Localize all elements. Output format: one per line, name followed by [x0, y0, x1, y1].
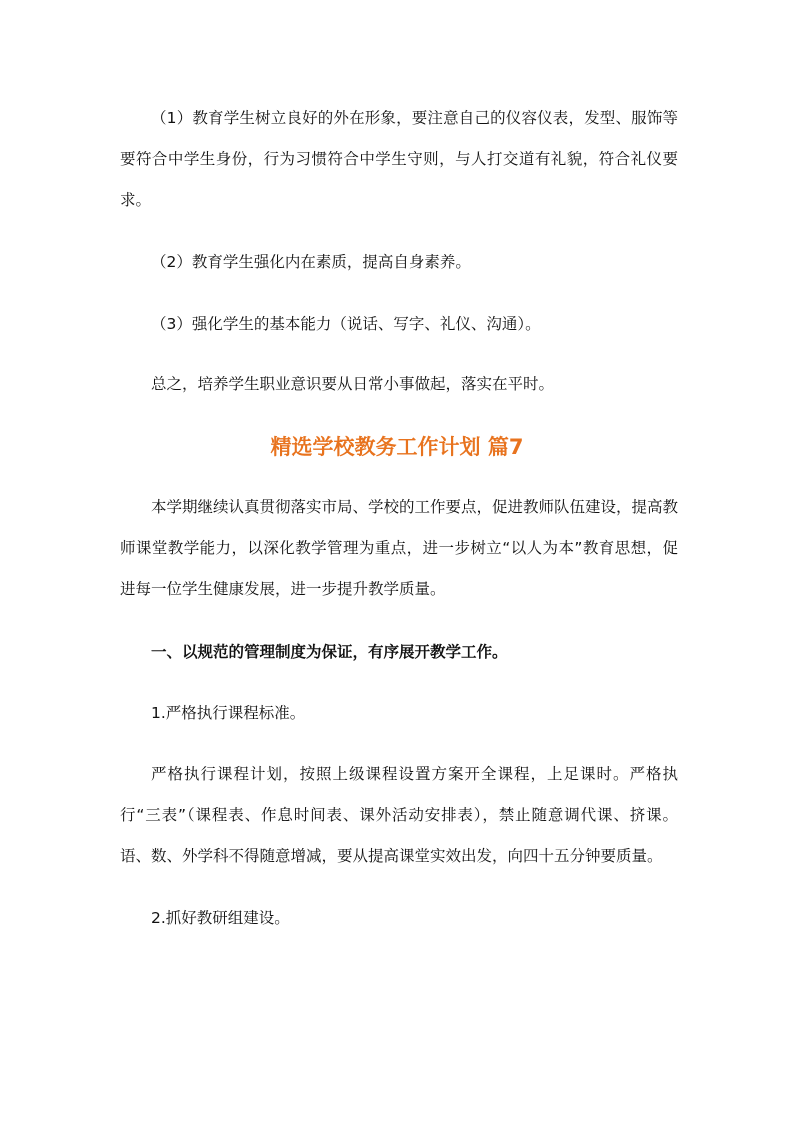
item-course-standards: 1.严格执行课程标准。 [151, 704, 306, 722]
paragraph-inner-quality: （2）教育学生强化内在素质，提高自身素养。 [151, 253, 471, 271]
section-heading: 精选学校教务工作计划 篇7 [270, 435, 524, 459]
paragraph-image-requirements: （1）教育学生树立良好的外在形象，要注意自己的仪容仪表，发型、服饰等要符合中学生身份，行为习惯符合中学生守则，与人打交道有礼貌，符合礼仪要求。 [120, 109, 678, 209]
paragraph-semester-intro: 本学期继续认真贯彻落实市局、学校的工作要点，促进教师队伍建设，提高教师课堂教学能力，以深化教学管理为重点，进一步树立“以人为本”教育思想，促进每一位学生健康发展，进一步提升教学质量。 [120, 498, 679, 598]
paragraph-conclusion: 总之，培养学生职业意识要从日常小事做起，落实在平时。 [151, 375, 555, 393]
paragraph-basic-abilities: （3）强化学生的基本能力（说话、写字、礼仪、沟通）。 [151, 315, 541, 333]
subheading-management-system: 一、以规范的管理制度为保证，有序展开教学工作。 [151, 643, 508, 661]
paragraph-course-plan: 严格执行课程计划，按照上级课程设置方案开全课程，上足课时。严格执行“三表”（课程表、作息时间表、课外活动安排表），禁止随意调代课、挤课。语、数、外学科不得随意增减，要从提高课堂实效出发，向四十五分钟要质量。 [120, 765, 678, 865]
item-teaching-research-group: 2.抓好教研组建设。 [151, 909, 290, 927]
